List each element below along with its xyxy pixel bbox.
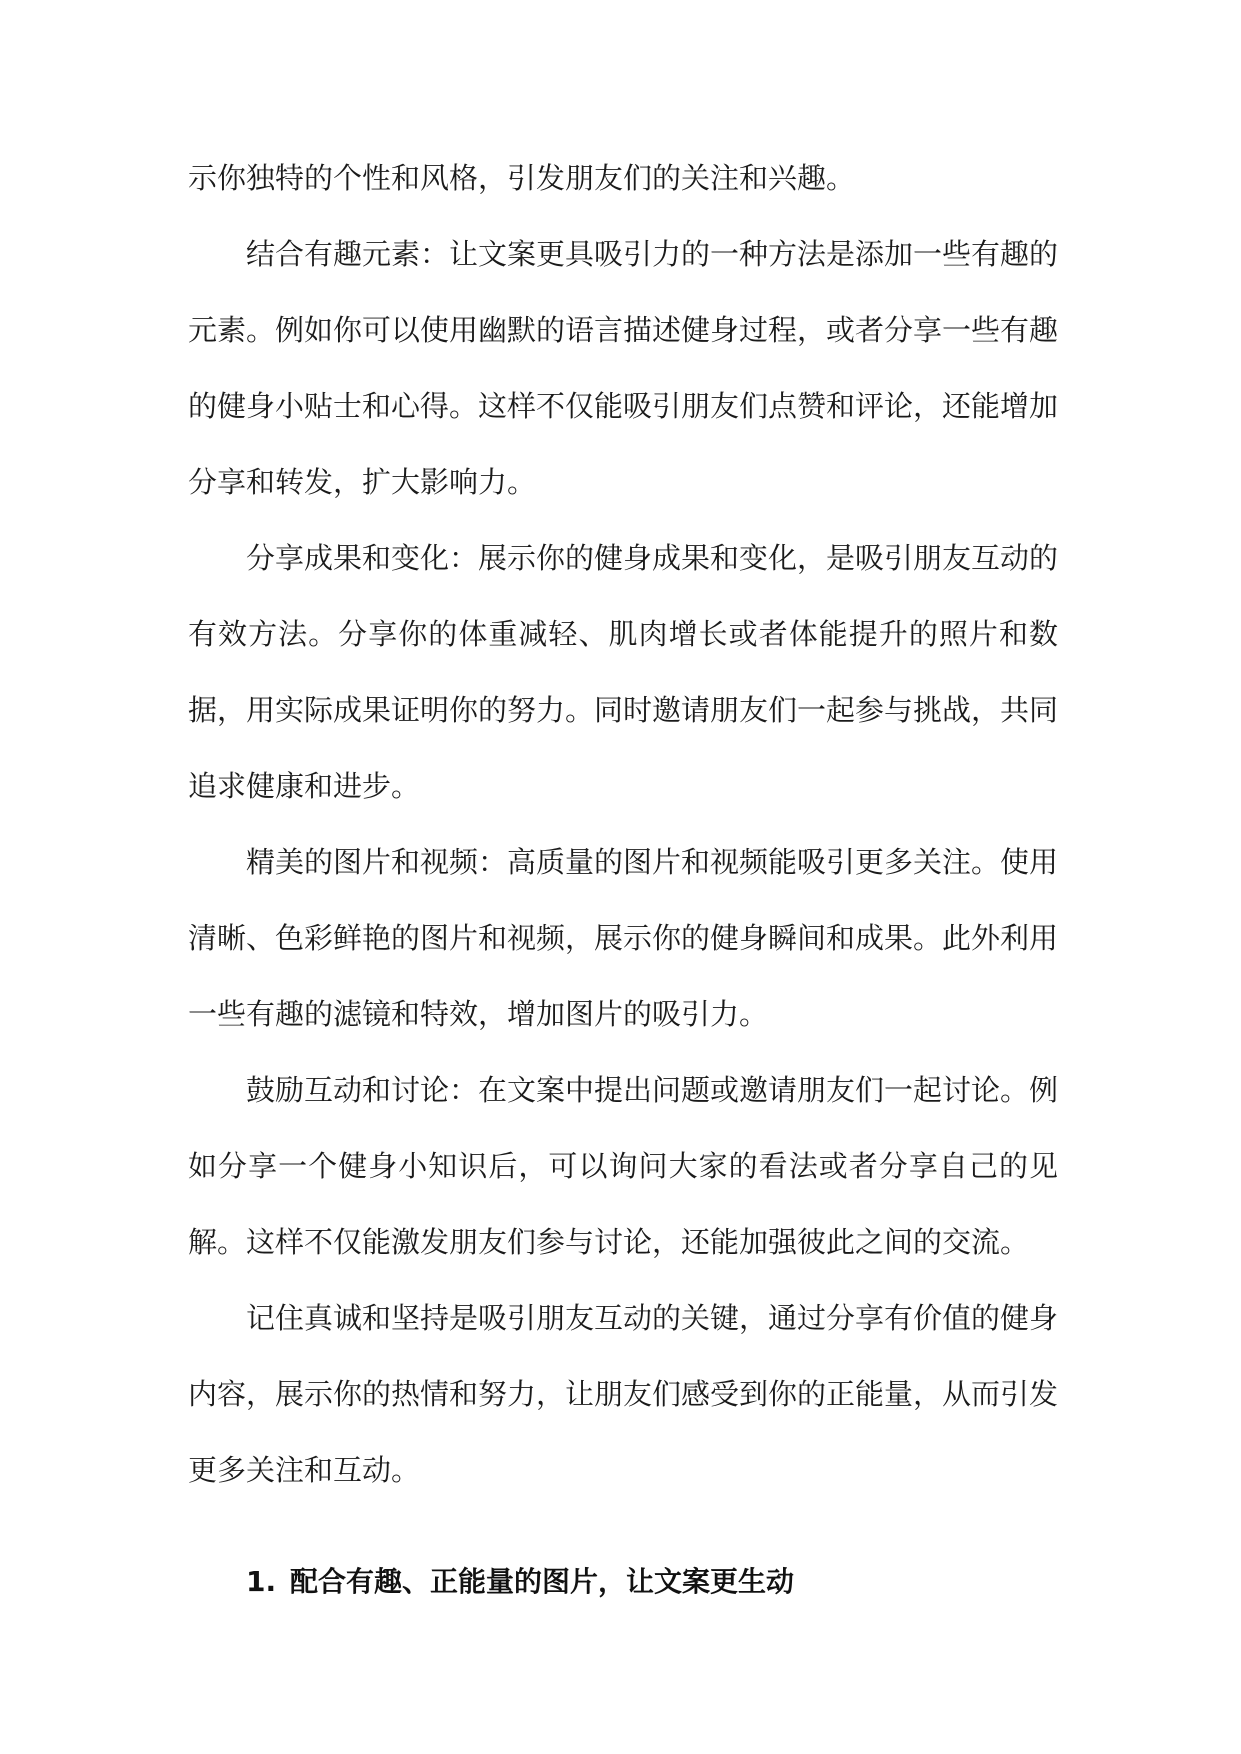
paragraph-encourage-interaction: 鼓励互动和讨论：在文案中提出问题或邀请朋友们一起讨论。例如分享一个健身小知识后，可以询问大家的看法或者分享自己的见解。这样不仅能激发朋友们参与讨论，还能加强彼此之间的交流。: [188, 1073, 1059, 1259]
document-body: [188, 140, 1058, 1620]
section-heading: [188, 1544, 1058, 1620]
paragraph-share-results: 分享成果和变化：展示你的健身成果和变化，是吸引朋友互动的有效方法。分享你的体重减轻、肌肉增长或者体能提升的照片和数据，用实际成果证明你的努力。同时邀请朋友们一起参与挑战，共同追求健康和进步。: [188, 541, 1059, 803]
paragraph-sincerity: 记住真诚和坚持是吸引朋友互动的关键，通过分享有价值的健身内容，展示你的热情和努力，让朋友们感受到你的正能量，从而引发更多关注和互动。: [188, 1301, 1059, 1487]
paragraph-images-videos: 精美的图片和视频：高质量的图片和视频能吸引更多关注。使用清晰、色彩鲜艳的图片和视频，展示你的健身瞬间和成果。此外利用一些有趣的滤镜和特效，增加图片的吸引力。: [188, 845, 1059, 1031]
paragraph-fun-elements: 结合有趣元素：让文案更具吸引力的一种方法是添加一些有趣的元素。例如你可以使用幽默的语言描述健身过程，或者分享一些有趣的健身小贴士和心得。这样不仅能吸引朋友们点赞和评论，还能增加分享和转发，扩大影响力。: [188, 237, 1059, 499]
paragraph-continued: 示你独特的个性和风格，引发朋友们的关注和兴趣。: [188, 161, 856, 195]
heading-number: 1.: [246, 1565, 277, 1598]
heading-text: 配合有趣、正能量的图片，让文案更生动: [290, 1565, 795, 1598]
